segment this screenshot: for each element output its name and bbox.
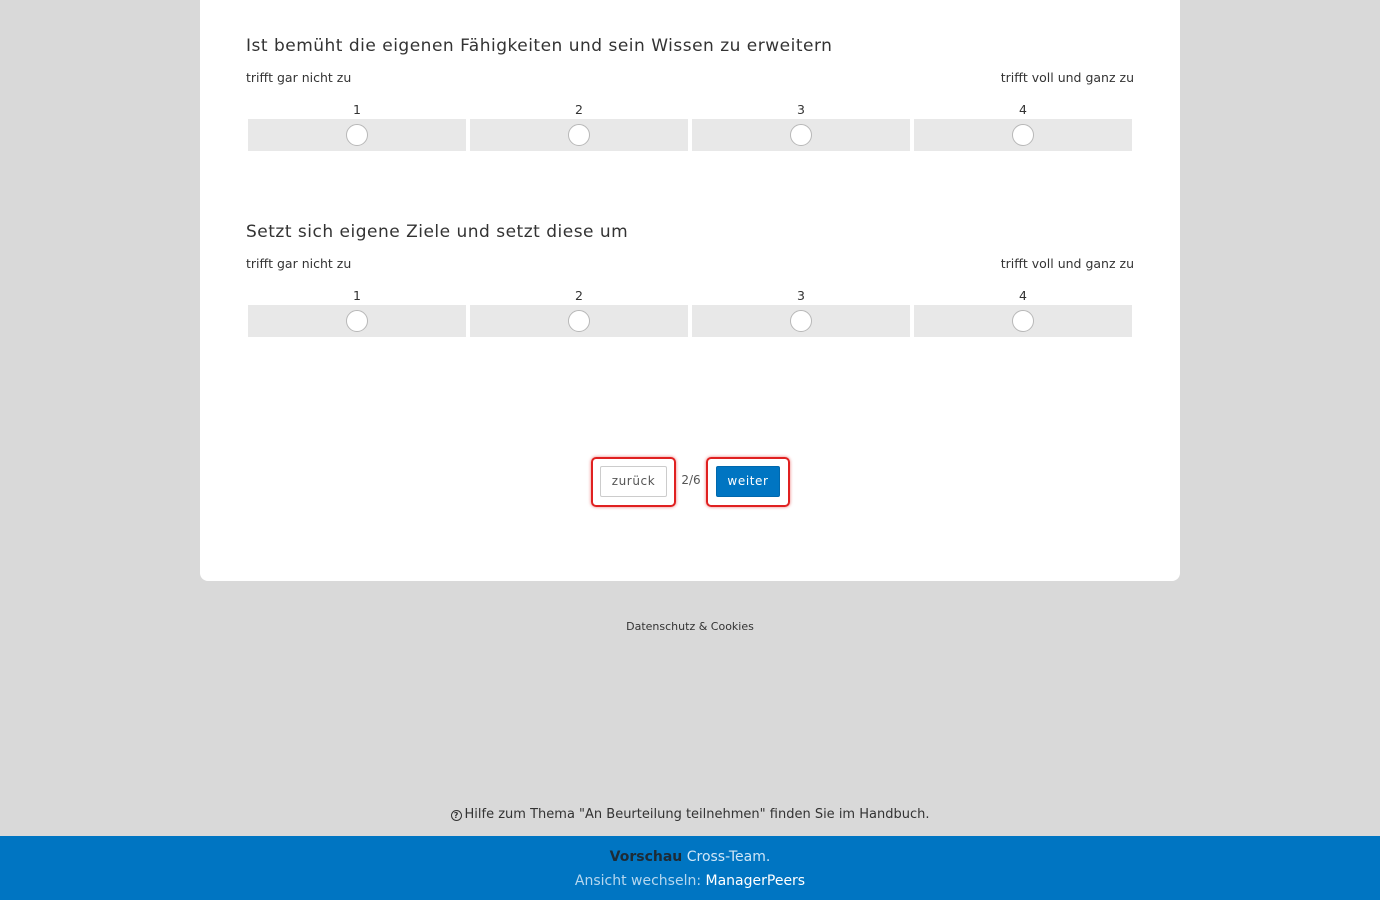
option-cell[interactable] bbox=[248, 305, 466, 337]
option-cell[interactable] bbox=[914, 119, 1132, 151]
question-title: Setzt sich eigene Ziele und setzt diese um bbox=[246, 222, 629, 242]
back-button[interactable]: zurück bbox=[600, 466, 667, 497]
survey-card bbox=[200, 0, 1180, 581]
rating-option-4[interactable] bbox=[914, 288, 1132, 338]
view-switch-label: Ansicht wechseln: bbox=[574, 873, 702, 889]
privacy-link[interactable]: Datenschutz & Cookies bbox=[626, 620, 754, 633]
footer-view-switch bbox=[0, 873, 1380, 889]
radio-button[interactable] bbox=[346, 310, 368, 332]
footer-mode bbox=[0, 849, 1380, 865]
preview-label: Vorschau bbox=[609, 849, 683, 865]
scale-anchors bbox=[246, 256, 1134, 276]
pagination-nav bbox=[200, 457, 1180, 507]
option-cell[interactable] bbox=[470, 305, 688, 337]
option-cell[interactable] bbox=[470, 119, 688, 151]
option-number: 3 bbox=[797, 102, 805, 117]
option-number: 2 bbox=[575, 102, 583, 117]
scale-anchors bbox=[246, 70, 1134, 90]
help-message[interactable]: Hilfe zum Thema "An Beurteilung teilnehmen" finden Sie im Handbuch. bbox=[464, 807, 930, 822]
option-number: 1 bbox=[353, 102, 361, 117]
rating-scale bbox=[246, 288, 1134, 338]
rating-option-1[interactable] bbox=[248, 102, 466, 152]
rating-option-4[interactable] bbox=[914, 102, 1132, 152]
option-cell[interactable] bbox=[692, 119, 910, 151]
rating-option-2[interactable] bbox=[470, 288, 688, 338]
rating-option-3[interactable] bbox=[692, 288, 910, 338]
option-cell[interactable] bbox=[248, 119, 466, 151]
radio-button[interactable] bbox=[1012, 310, 1034, 332]
radio-button[interactable] bbox=[346, 124, 368, 146]
page-indicator: 2/6 bbox=[681, 473, 701, 487]
option-cell[interactable] bbox=[914, 305, 1132, 337]
option-number: 4 bbox=[1019, 102, 1027, 117]
radio-button[interactable] bbox=[790, 124, 812, 146]
radio-button[interactable] bbox=[790, 310, 812, 332]
anchor-low-label: trifft gar nicht zu bbox=[246, 256, 352, 271]
option-number: 3 bbox=[797, 288, 805, 303]
help-text bbox=[0, 807, 1380, 822]
anchor-high-label: trifft voll und ganz zu bbox=[1000, 256, 1134, 271]
rating-scale bbox=[246, 102, 1134, 152]
footer-bar bbox=[0, 836, 1380, 900]
rating-option-1[interactable] bbox=[248, 288, 466, 338]
anchor-low-label: trifft gar nicht zu bbox=[246, 70, 352, 85]
rating-option-2[interactable] bbox=[470, 102, 688, 152]
view-switch-link[interactable]: ManagerPeers bbox=[705, 873, 806, 889]
question-title: Ist bemüht die eigenen Fähigkeiten und sein Wissen zu erweitern bbox=[246, 36, 833, 56]
question-1 bbox=[246, 34, 1134, 152]
mode-name: Cross-Team. bbox=[686, 849, 771, 865]
question-2 bbox=[246, 220, 1134, 338]
option-number: 1 bbox=[353, 288, 361, 303]
rating-option-3[interactable] bbox=[692, 102, 910, 152]
option-number: 2 bbox=[575, 288, 583, 303]
question-circle-icon: ? bbox=[451, 810, 462, 821]
anchor-high-label: trifft voll und ganz zu bbox=[1000, 70, 1134, 85]
option-number: 4 bbox=[1019, 288, 1027, 303]
radio-button[interactable] bbox=[568, 124, 590, 146]
radio-button[interactable] bbox=[568, 310, 590, 332]
next-button[interactable]: weiter bbox=[716, 466, 780, 497]
option-cell[interactable] bbox=[692, 305, 910, 337]
radio-button[interactable] bbox=[1012, 124, 1034, 146]
